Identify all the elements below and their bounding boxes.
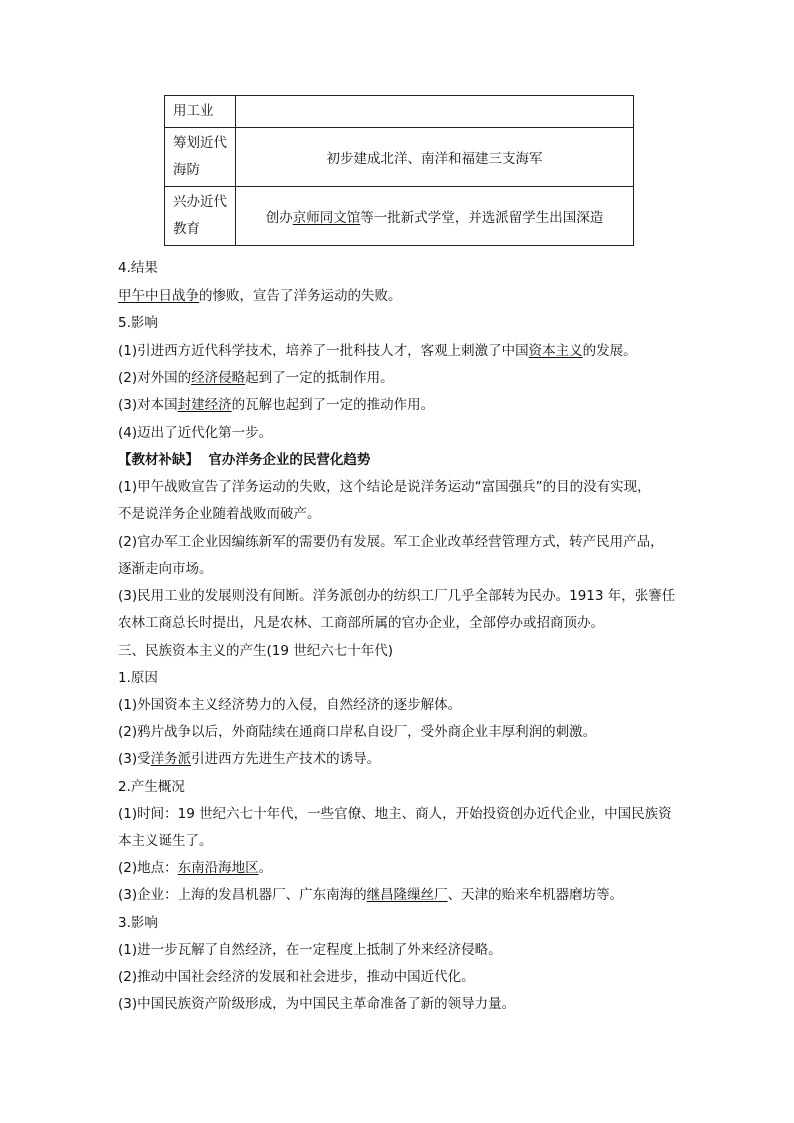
overview-line: (1)时间：19 世纪六七十年代，一些官僚、地主、商人，开始投资创办近代企业，中国民族资 [118, 806, 672, 822]
supplement-line: 不是说洋务企业随着战败而破产。 [118, 506, 321, 522]
supplement-line: 农林工商总长时提出，凡是农林、工商部所属的官办企业，全部停办或招商顶办。 [118, 615, 604, 631]
result-line [118, 286, 402, 306]
impact-item: (3)中国民族资产阶级形成，为中国民主革命准备了新的领导力量。 [118, 996, 516, 1012]
section-heading: 3.影响 [118, 915, 158, 931]
cause-item: (2)鸦片战争以后，外商陆续在通商口岸私自设厂，受外商企业丰厚利润的刺激。 [118, 724, 597, 740]
supplement-line: (1)甲午战败宣告了洋务运动的失败，这个结论是说洋务运动“富国强兵”的目的没有实现， [118, 479, 651, 495]
table-row-label: 用工业 [165, 96, 236, 128]
section-heading: 1.原因 [118, 670, 158, 686]
section-heading: 2.产生概况 [118, 779, 185, 795]
table-row [165, 96, 634, 128]
text-segment: 的惨败，宣告了洋务运动的失败。 [199, 288, 402, 304]
supplement-line: (2)官办军工企业因编练新军的需要仍有发展。军工企业改革经营管理方式，转产民用产品， [118, 534, 664, 550]
text-segment: 创办 [265, 210, 293, 226]
impact-item: (4)迈出了近代化第一步。 [118, 425, 273, 441]
impact-item: (2)推动中国社会经济的发展和社会进步，推动中国近代化。 [118, 969, 475, 985]
overview-line: (2)地点：东南沿海地区。 [118, 860, 273, 876]
cause-item: (3)受洋务派引进西方先进生产技术的诱导。 [118, 751, 381, 767]
underlined-term: 甲午中日战争 [118, 288, 199, 304]
table-row [165, 187, 634, 246]
impact-item: (3)对本国封建经济的瓦解也起到了一定的推动作用。 [118, 397, 435, 413]
table-row-content [236, 96, 634, 128]
section-heading: 4.结果 [118, 260, 158, 276]
part-heading: 三、民族资本主义的产生(19 世纪六七十年代) [118, 643, 394, 659]
supplement-line: 逐渐走向市场。 [118, 561, 213, 577]
impact-item: (1)引进西方近代科学技术，培养了一批科技人才，客观上刺激了中国资本主义的发展。 [118, 343, 637, 359]
table-row [165, 128, 634, 187]
cause-item: (1)外国资本主义经济势力的入侵，自然经济的逐步解体。 [118, 697, 462, 713]
section-heading: 5.影响 [118, 315, 158, 331]
impact-item: (2)对外国的经济侵略起到了一定的抵制作用。 [118, 370, 394, 386]
overview-line: (3)企业：上海的发昌机器厂、广东南海的继昌隆缫丝厂、天津的贻来牟机器磨坊等。 [118, 887, 624, 903]
impact-item: (1)进一步瓦解了自然经济，在一定程度上抵制了外来经济侵略。 [118, 942, 502, 958]
overview-line: 本主义诞生了。 [118, 833, 213, 849]
table-row-content: 初步建成北洋、南洋和福建三支海军 [236, 128, 634, 187]
underlined-term: 京师同文馆 [292, 210, 361, 226]
table-row-label: 兴办近代教育 [165, 187, 236, 246]
reform-table [164, 95, 634, 246]
supplement-heading: 【教材补缺】 官办洋务企业的民营化趋势 [118, 452, 371, 468]
table-row-content [236, 187, 634, 246]
text-segment: 等一批新式学堂，并选派留学生出国深造 [360, 210, 604, 226]
table-row-label: 筹划近代海防 [165, 128, 236, 187]
supplement-line: (3)民用工业的发展则没有间断。洋务派创办的纺织工厂几乎全部转为民办。1913 年，张謇任 [118, 588, 676, 604]
